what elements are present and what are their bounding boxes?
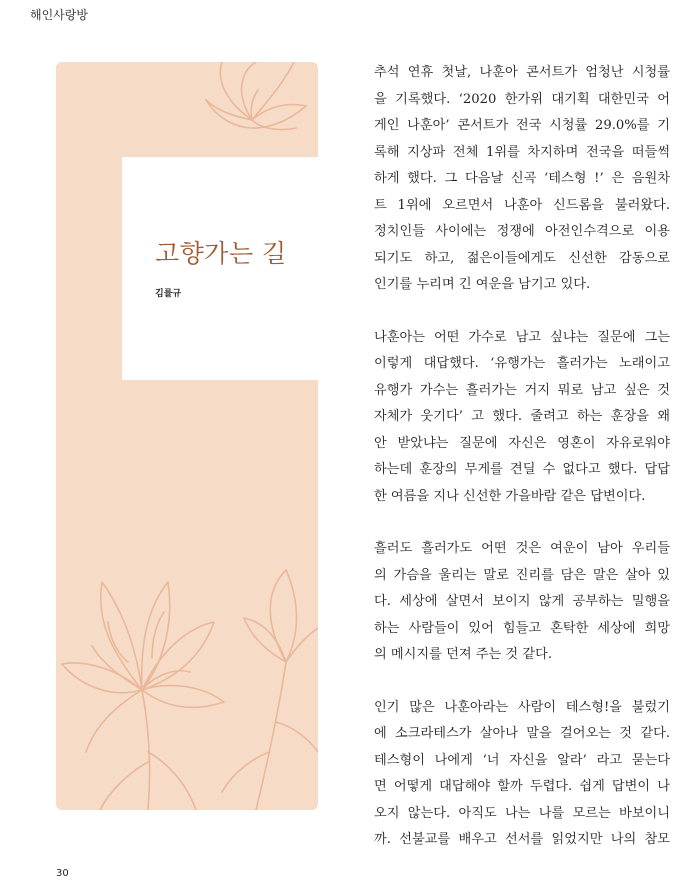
text-line: 게인 나훈아’ 콘서트가 전국 시청률 29.0%를 기 <box>374 118 670 133</box>
text-line: 되기도 하고, 젊은이들에게도 신선한 감동으로 <box>374 250 670 266</box>
text-line: 하는 사람들이 있어 힘들고 혼탁한 세상에 희망 <box>374 620 670 636</box>
text-line: 하는데 훈장의 무게를 견딜 수 없다고 했다. 답답 <box>374 462 670 477</box>
text-line: 록해 지상파 전체 1위를 차지하며 전국을 떠들썩 <box>374 144 670 160</box>
text-line: 인기 많은 나훈아라는 사람이 테스형!을 불렀기 <box>374 699 670 715</box>
paragraph <box>374 325 670 511</box>
text-line: 트 1위에 오르면서 나훈아 신드롬을 불러왔다. <box>374 197 670 213</box>
text-line: 의 메시지를 던져 주는 것 같다. <box>374 647 553 662</box>
text-line: 다. 세상에 살면서 보이지 않게 공부하는 밀행을 <box>374 594 670 609</box>
article-title: 고향가는 길 <box>155 239 287 268</box>
text-line: 자체가 웃기다’ 고 했다. 줄려고 하는 훈장을 왜 <box>374 409 670 424</box>
text-line: 까. 선불교를 배우고 선서를 읽었지만 나의 참모 <box>374 832 670 847</box>
author-name: 김률규 <box>155 289 182 299</box>
text-line: 한 여름을 지나 신선한 가을바람 같은 답변이다. <box>374 488 646 504</box>
text-line: 추석 연휴 첫날, 나훈아 콘서트가 엄청난 시청률 <box>374 65 670 80</box>
text-line: 이렇게 대답했다. ‘유행가는 흘러가는 노래이고 <box>374 356 670 371</box>
text-line: 나훈아는 어떤 가수로 남고 싶냐는 질문에 그는 <box>374 329 670 345</box>
text-line: 테스형이 나에게 ‘너 자신을 알라’ 라고 묻는다 <box>374 752 670 768</box>
text-line: 에 소크라테스가 살아나 말을 걸어오는 것 같다. <box>374 726 670 741</box>
text-line: 인기를 누리며 긴 여운을 남기고 있다. <box>374 277 591 292</box>
paragraph <box>374 60 670 299</box>
article-body <box>374 60 670 880</box>
text-line: 흘러도 흘러가도 어떤 것은 여운이 남아 우리들 <box>374 541 670 556</box>
text-line: 안 받았냐는 질문에 자신은 영혼이 자유로워야 <box>374 435 670 451</box>
section-label: 해인사랑방 <box>30 8 88 22</box>
text-line: 오지 않는다. 아직도 나는 나를 모르는 바보이니 <box>374 805 670 821</box>
text-line: 하게 했다. 그 다음날 신곡 ‘테스형 !’ 은 음원차 <box>374 171 670 186</box>
text-line: 면 어떻게 대답해야 할까 두렵다. 쉽게 답변이 나 <box>374 779 670 794</box>
text-line: 을 기록했다. ‘2020 한가위 대기획 대한민국 어 <box>374 91 670 107</box>
text-line: 유행가 가수는 흘러가는 거지 뭐로 남고 싶은 것 <box>374 382 670 398</box>
text-line: 의 가슴을 울리는 말로 진리를 담은 말은 살아 있 <box>374 567 670 583</box>
page-number: 30 <box>56 868 69 879</box>
text-line: 정치인들 사이에는 정쟁에 아전인수격으로 이용 <box>374 224 670 239</box>
paragraph <box>374 695 670 854</box>
paragraph <box>374 536 670 669</box>
